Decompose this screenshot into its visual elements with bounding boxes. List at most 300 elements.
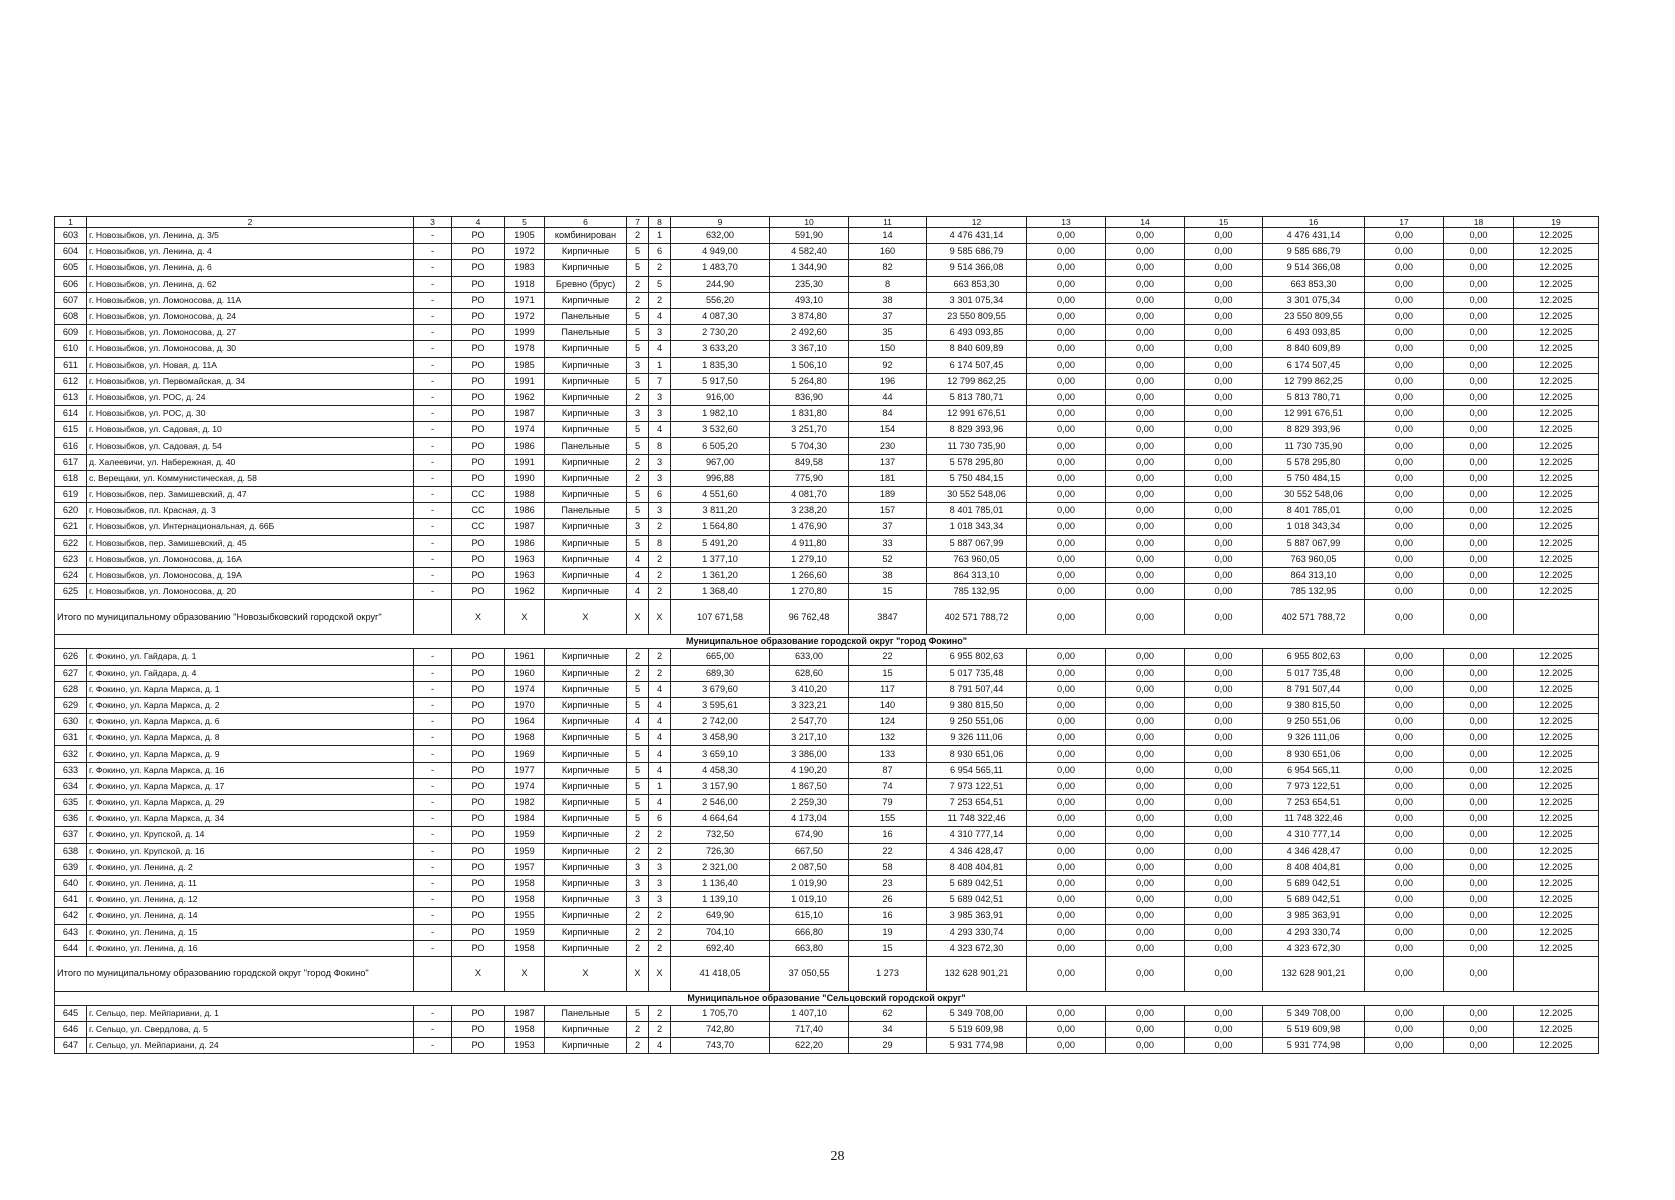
table-cell: 6 955 802,63: [1263, 649, 1365, 665]
table-cell: 2 492,60: [770, 325, 849, 341]
table-cell: 0,00: [1027, 859, 1106, 875]
table-row: [55, 811, 1599, 827]
table-cell: 12.2025: [1514, 308, 1599, 324]
table-cell: 12.2025: [1514, 778, 1599, 794]
table-cell: 1 407,10: [770, 1005, 849, 1021]
table-cell: 0,00: [1365, 535, 1444, 551]
table-cell: 22: [849, 649, 927, 665]
table-cell: 12.2025: [1514, 811, 1599, 827]
address-cell: г. Новозыбков, ул. Первомайская, д. 34: [87, 373, 414, 389]
table-row: [55, 714, 1599, 730]
table-cell: 2: [649, 649, 671, 665]
table-cell: 639: [55, 859, 87, 875]
table-row: [55, 260, 1599, 276]
table-cell: 5 017 735,48: [927, 665, 1027, 681]
table-cell: 0,00: [1365, 681, 1444, 697]
table-cell: 1986: [505, 503, 545, 519]
table-cell: 0,00: [1106, 730, 1185, 746]
table-cell: 15: [849, 665, 927, 681]
table-cell: 1990: [505, 470, 545, 486]
table-row: [55, 908, 1599, 924]
table-cell: 3 679,60: [671, 681, 770, 697]
table-cell: 0,00: [1185, 697, 1263, 713]
table-cell: 1986: [505, 438, 545, 454]
table-cell: 1972: [505, 244, 545, 260]
table-cell: -: [414, 438, 452, 454]
table-cell: 626: [55, 649, 87, 665]
address-cell: г. Фокино, ул. Карла Маркса, д. 8: [87, 730, 414, 746]
table-cell: -: [414, 325, 452, 341]
table-cell: 3 659,10: [671, 746, 770, 762]
table-cell: 12.2025: [1514, 276, 1599, 292]
table-cell: 4 310 777,14: [1263, 827, 1365, 843]
table-cell: 5: [627, 730, 649, 746]
table-cell: 7: [649, 373, 671, 389]
table-cell: Кирпичные: [545, 778, 627, 794]
table-cell: 0,00: [1444, 762, 1514, 778]
table-cell: 12.2025: [1514, 827, 1599, 843]
table-cell: 0,00: [1365, 762, 1444, 778]
table-cell: 181: [849, 470, 927, 486]
page-number: 28: [830, 1149, 845, 1164]
table-cell: 0,00: [1444, 276, 1514, 292]
table-cell: Кирпичные: [545, 551, 627, 567]
table-cell: РО: [452, 730, 505, 746]
table-cell: 0,00: [1444, 697, 1514, 713]
total-cell: 0,00: [1027, 600, 1106, 635]
table-cell: 8 930 651,06: [1263, 746, 1365, 762]
table-cell: 1 835,30: [671, 357, 770, 373]
table-row: [55, 924, 1599, 940]
table-cell: 133: [849, 746, 927, 762]
table-cell: 12.2025: [1514, 325, 1599, 341]
table-cell: 1 018 343,34: [1263, 519, 1365, 535]
table-cell: Панельные: [545, 325, 627, 341]
table-cell: 29: [849, 1038, 927, 1054]
table-cell: 1959: [505, 924, 545, 940]
table-cell: 641: [55, 892, 87, 908]
table-cell: 8: [649, 438, 671, 454]
address-cell: г. Сельцо, ул. Мейпариани, д. 24: [87, 1038, 414, 1054]
table-cell: 5: [627, 778, 649, 794]
table-cell: 0,00: [1365, 244, 1444, 260]
address-cell: г. Новозыбков, ул. Садовая, д. 10: [87, 422, 414, 438]
table-cell: 0,00: [1106, 422, 1185, 438]
table-cell: 23 550 809,55: [927, 308, 1027, 324]
total-cell: X: [452, 956, 505, 991]
table-cell: 996,88: [671, 470, 770, 486]
table-cell: 5 689 042,51: [927, 892, 1027, 908]
total-cell: 41 418,05: [671, 956, 770, 991]
table-cell: -: [414, 892, 452, 908]
table-cell: 230: [849, 438, 927, 454]
table-cell: 864 313,10: [927, 567, 1027, 583]
table-cell: 3: [649, 470, 671, 486]
table-cell: 0,00: [1185, 1005, 1263, 1021]
address-cell: г. Фокино, ул. Ленина, д. 14: [87, 908, 414, 924]
table-cell: 0,00: [1365, 843, 1444, 859]
table-cell: 5: [627, 487, 649, 503]
table-cell: 493,10: [770, 292, 849, 308]
table-cell: 1959: [505, 827, 545, 843]
table-cell: 3 323,21: [770, 697, 849, 713]
table-cell: 0,00: [1365, 292, 1444, 308]
table-cell: РО: [452, 1038, 505, 1054]
table-cell: 5 813 780,71: [1263, 389, 1365, 405]
table-cell: 8 401 785,01: [1263, 503, 1365, 519]
table-cell: 622: [55, 535, 87, 551]
table-cell: 5 578 295,80: [927, 454, 1027, 470]
table-cell: 623: [55, 551, 87, 567]
column-number-cell: 19: [1514, 217, 1599, 228]
table-cell: 12.2025: [1514, 503, 1599, 519]
table-cell: 2 321,00: [671, 859, 770, 875]
column-number-cell: 10: [770, 217, 849, 228]
table-cell: 6 493 093,85: [1263, 325, 1365, 341]
total-cell: 0,00: [1444, 956, 1514, 991]
table-cell: 3: [649, 503, 671, 519]
table-row: [55, 746, 1599, 762]
table-cell: 12.2025: [1514, 535, 1599, 551]
table-cell: 6 505,20: [671, 438, 770, 454]
table-cell: -: [414, 827, 452, 843]
table-cell: 0,00: [1106, 308, 1185, 324]
table-cell: 1983: [505, 260, 545, 276]
table-cell: 1 018 343,34: [927, 519, 1027, 535]
table-cell: 0,00: [1444, 924, 1514, 940]
table-cell: Кирпичные: [545, 454, 627, 470]
table-cell: 87: [849, 762, 927, 778]
table-cell: -: [414, 535, 452, 551]
table-cell: РО: [452, 535, 505, 551]
table-cell: 0,00: [1106, 778, 1185, 794]
table-cell: РО: [452, 649, 505, 665]
table-cell: 0,00: [1365, 454, 1444, 470]
table-cell: 3: [649, 454, 671, 470]
table-cell: 637: [55, 827, 87, 843]
table-row: [55, 308, 1599, 324]
table-cell: 0,00: [1185, 406, 1263, 422]
table-cell: 0,00: [1444, 859, 1514, 875]
table-cell: 0,00: [1365, 487, 1444, 503]
table-cell: 4 323 672,30: [1263, 940, 1365, 956]
table-cell: 4: [627, 567, 649, 583]
table-cell: РО: [452, 827, 505, 843]
table-cell: 0,00: [1027, 762, 1106, 778]
table-cell: 1984: [505, 811, 545, 827]
table-cell: 5: [627, 244, 649, 260]
table-cell: 5: [627, 746, 649, 762]
table-cell: 0,00: [1365, 325, 1444, 341]
table-cell: 649,90: [671, 908, 770, 924]
table-cell: 619: [55, 487, 87, 503]
table-cell: -: [414, 389, 452, 405]
table-cell: 5 931 774,98: [1263, 1038, 1365, 1054]
table-cell: 12.2025: [1514, 892, 1599, 908]
table-cell: 3: [627, 875, 649, 891]
table-cell: 607: [55, 292, 87, 308]
table-cell: -: [414, 260, 452, 276]
table-cell: 11 730 735,90: [1263, 438, 1365, 454]
table-cell: 12.2025: [1514, 681, 1599, 697]
table-cell: 0,00: [1185, 681, 1263, 697]
table-cell: 2: [649, 567, 671, 583]
table-cell: 0,00: [1185, 341, 1263, 357]
table-cell: -: [414, 308, 452, 324]
table-cell: 6 955 802,63: [927, 649, 1027, 665]
table-cell: 12.2025: [1514, 1038, 1599, 1054]
table-cell: 1: [649, 778, 671, 794]
table-cell: 0,00: [1365, 308, 1444, 324]
table-cell: 0,00: [1365, 1005, 1444, 1021]
table-cell: 0,00: [1444, 908, 1514, 924]
table-cell: 5 704,30: [770, 438, 849, 454]
table-cell: 2: [627, 470, 649, 486]
table-cell: 6 493 093,85: [927, 325, 1027, 341]
table-cell: 5 750 484,15: [927, 470, 1027, 486]
table-cell: 12.2025: [1514, 551, 1599, 567]
table-cell: 0,00: [1444, 665, 1514, 681]
address-cell: г. Новозыбков, ул. Новая, д. 11А: [87, 357, 414, 373]
total-cell: X: [649, 600, 671, 635]
table-cell: 0,00: [1027, 795, 1106, 811]
table-cell: 12.2025: [1514, 567, 1599, 583]
table-cell: 0,00: [1444, 940, 1514, 956]
table-cell: 0,00: [1444, 778, 1514, 794]
table-cell: -: [414, 341, 452, 357]
table-cell: 633,00: [770, 649, 849, 665]
table-cell: 916,00: [671, 389, 770, 405]
table-cell: 0,00: [1106, 827, 1185, 843]
total-cell: X: [627, 956, 649, 991]
table-cell: 4: [649, 308, 671, 324]
table-cell: 4: [649, 714, 671, 730]
table-cell: 0,00: [1185, 1038, 1263, 1054]
table-cell: 610: [55, 341, 87, 357]
table-cell: 1970: [505, 697, 545, 713]
table-cell: -: [414, 357, 452, 373]
table-row: [55, 406, 1599, 422]
table-cell: 0,00: [1365, 940, 1444, 956]
table-cell: 0,00: [1444, 292, 1514, 308]
total-label: Итого по муниципальному образованию городской округ "город Фокино": [55, 956, 414, 991]
table-cell: 0,00: [1185, 908, 1263, 924]
table-cell: Кирпичные: [545, 389, 627, 405]
table-cell: 0,00: [1185, 228, 1263, 244]
table-cell: 836,90: [770, 389, 849, 405]
table-cell: 0,00: [1106, 697, 1185, 713]
table-row: [55, 325, 1599, 341]
table-cell: 12.2025: [1514, 373, 1599, 389]
address-cell: г. Фокино, ул. Карла Маркса, д. 6: [87, 714, 414, 730]
table-cell: 0,00: [1365, 1022, 1444, 1038]
table-cell: 5 519 609,98: [927, 1022, 1027, 1038]
table-cell: 37: [849, 308, 927, 324]
table-cell: -: [414, 778, 452, 794]
table-cell: -: [414, 292, 452, 308]
table-cell: 9 380 815,50: [1263, 697, 1365, 713]
table-cell: 2: [649, 260, 671, 276]
column-number-cell: 12: [927, 217, 1027, 228]
table-cell: 0,00: [1106, 357, 1185, 373]
table-cell: Панельные: [545, 438, 627, 454]
table-cell: 155: [849, 811, 927, 827]
table-cell: РО: [452, 244, 505, 260]
table-cell: -: [414, 940, 452, 956]
table-cell: 0,00: [1185, 487, 1263, 503]
column-number-cell: 13: [1027, 217, 1106, 228]
table-cell: 0,00: [1185, 276, 1263, 292]
section-title: Муниципальное образование городской округ "город Фокино": [55, 635, 1599, 649]
table-cell: РО: [452, 406, 505, 422]
table-cell: РО: [452, 1022, 505, 1038]
table-cell: 6 174 507,45: [1263, 357, 1365, 373]
table-cell: 0,00: [1444, 422, 1514, 438]
table-cell: 0,00: [1106, 276, 1185, 292]
table-cell: 5: [649, 276, 671, 292]
table-cell: -: [414, 714, 452, 730]
table-cell: 12.2025: [1514, 649, 1599, 665]
table-cell: 967,00: [671, 454, 770, 470]
table-cell: 8 401 785,01: [927, 503, 1027, 519]
table-cell: 34: [849, 1022, 927, 1038]
table-row: [55, 228, 1599, 244]
table-cell: РО: [452, 892, 505, 908]
table-cell: 633: [55, 762, 87, 778]
table-row: [55, 940, 1599, 956]
table-cell: 609: [55, 325, 87, 341]
table-cell: -: [414, 843, 452, 859]
table-cell: 0,00: [1444, 373, 1514, 389]
table-cell: 0,00: [1027, 697, 1106, 713]
table-cell: 4 911,80: [770, 535, 849, 551]
table-cell: 615: [55, 422, 87, 438]
table-cell: 1958: [505, 875, 545, 891]
table-cell: 12.2025: [1514, 908, 1599, 924]
table-cell: РО: [452, 714, 505, 730]
table-cell: Кирпичные: [545, 714, 627, 730]
total-row: [55, 600, 1599, 635]
total-cell: 37 050,55: [770, 956, 849, 991]
table-cell: 0,00: [1106, 341, 1185, 357]
table-cell: 5: [627, 762, 649, 778]
table-cell: 12.2025: [1514, 454, 1599, 470]
total-row: [55, 956, 1599, 991]
table-cell: 1974: [505, 778, 545, 794]
table-cell: 1 483,70: [671, 260, 770, 276]
table-cell: 196: [849, 373, 927, 389]
table-cell: 1987: [505, 1005, 545, 1021]
table-cell: РО: [452, 681, 505, 697]
table-cell: 8 408 404,81: [927, 859, 1027, 875]
table-cell: 37: [849, 519, 927, 535]
table-cell: 12.2025: [1514, 1022, 1599, 1038]
table-cell: -: [414, 422, 452, 438]
table-cell: 11 748 322,46: [1263, 811, 1365, 827]
table-cell: 0,00: [1027, 389, 1106, 405]
address-cell: г. Фокино, ул. Карла Маркса, д. 17: [87, 778, 414, 794]
table-cell: 0,00: [1106, 260, 1185, 276]
total-cell: 0,00: [1444, 600, 1514, 635]
table-cell: 0,00: [1444, 649, 1514, 665]
table-cell: 0,00: [1365, 438, 1444, 454]
table-cell: -: [414, 244, 452, 260]
table-cell: 1988: [505, 487, 545, 503]
table-cell: 0,00: [1027, 665, 1106, 681]
table-cell: 12.2025: [1514, 665, 1599, 681]
table-cell: 1962: [505, 584, 545, 600]
table-cell: 0,00: [1106, 373, 1185, 389]
table-cell: 0,00: [1027, 470, 1106, 486]
table-cell: Кирпичные: [545, 341, 627, 357]
column-number-cell: 3: [414, 217, 452, 228]
table-cell: 0,00: [1444, 584, 1514, 600]
table-cell: 0,00: [1185, 292, 1263, 308]
table-cell: 663 853,30: [1263, 276, 1365, 292]
table-cell: 58: [849, 859, 927, 875]
table-cell: 26: [849, 892, 927, 908]
table-cell: 0,00: [1106, 762, 1185, 778]
table-row: [55, 827, 1599, 843]
table-cell: 615,10: [770, 908, 849, 924]
table-cell: 84: [849, 406, 927, 422]
address-cell: г. Новозыбков, ул. Ленина, д. 62: [87, 276, 414, 292]
table-cell: 3 985 363,91: [927, 908, 1027, 924]
table-cell: 8 829 393,96: [1263, 422, 1365, 438]
address-cell: г. Фокино, ул. Ленина, д. 15: [87, 924, 414, 940]
table-cell: 4 949,00: [671, 244, 770, 260]
table-cell: 3 458,90: [671, 730, 770, 746]
table-cell: 12.2025: [1514, 730, 1599, 746]
table-cell: 0,00: [1185, 795, 1263, 811]
table-cell: -: [414, 746, 452, 762]
table-cell: 7 253 654,51: [927, 795, 1027, 811]
table-cell: РО: [452, 697, 505, 713]
table-cell: 12.2025: [1514, 584, 1599, 600]
table-cell: 1974: [505, 681, 545, 697]
table-cell: 2: [649, 292, 671, 308]
address-cell: г. Фокино, ул. Карла Маркса, д. 2: [87, 697, 414, 713]
table-cell: 620: [55, 503, 87, 519]
table-cell: РО: [452, 292, 505, 308]
table-cell: 5 813 780,71: [927, 389, 1027, 405]
table-cell: 608: [55, 308, 87, 324]
table-cell: 0,00: [1027, 276, 1106, 292]
column-number-cell: 14: [1106, 217, 1185, 228]
table-row: [55, 697, 1599, 713]
table-cell: Кирпичные: [545, 908, 627, 924]
table-cell: СС: [452, 487, 505, 503]
table-cell: 0,00: [1106, 244, 1185, 260]
table-cell: 0,00: [1365, 357, 1444, 373]
table-cell: 4 346 428,47: [1263, 843, 1365, 859]
column-number-cell: 15: [1185, 217, 1263, 228]
table-cell: 0,00: [1027, 778, 1106, 794]
table-cell: 12.2025: [1514, 843, 1599, 859]
table-cell: 667,50: [770, 843, 849, 859]
total-cell: 0,00: [1185, 956, 1263, 991]
table-cell: Кирпичные: [545, 535, 627, 551]
table-cell: 11 748 322,46: [927, 811, 1027, 827]
table-cell: РО: [452, 908, 505, 924]
table-cell: СС: [452, 519, 505, 535]
table-cell: РО: [452, 422, 505, 438]
table-cell: Кирпичные: [545, 422, 627, 438]
table-cell: 1959: [505, 843, 545, 859]
table-cell: 0,00: [1027, 438, 1106, 454]
table-cell: 0,00: [1444, 519, 1514, 535]
table-cell: 9 514 366,08: [1263, 260, 1365, 276]
